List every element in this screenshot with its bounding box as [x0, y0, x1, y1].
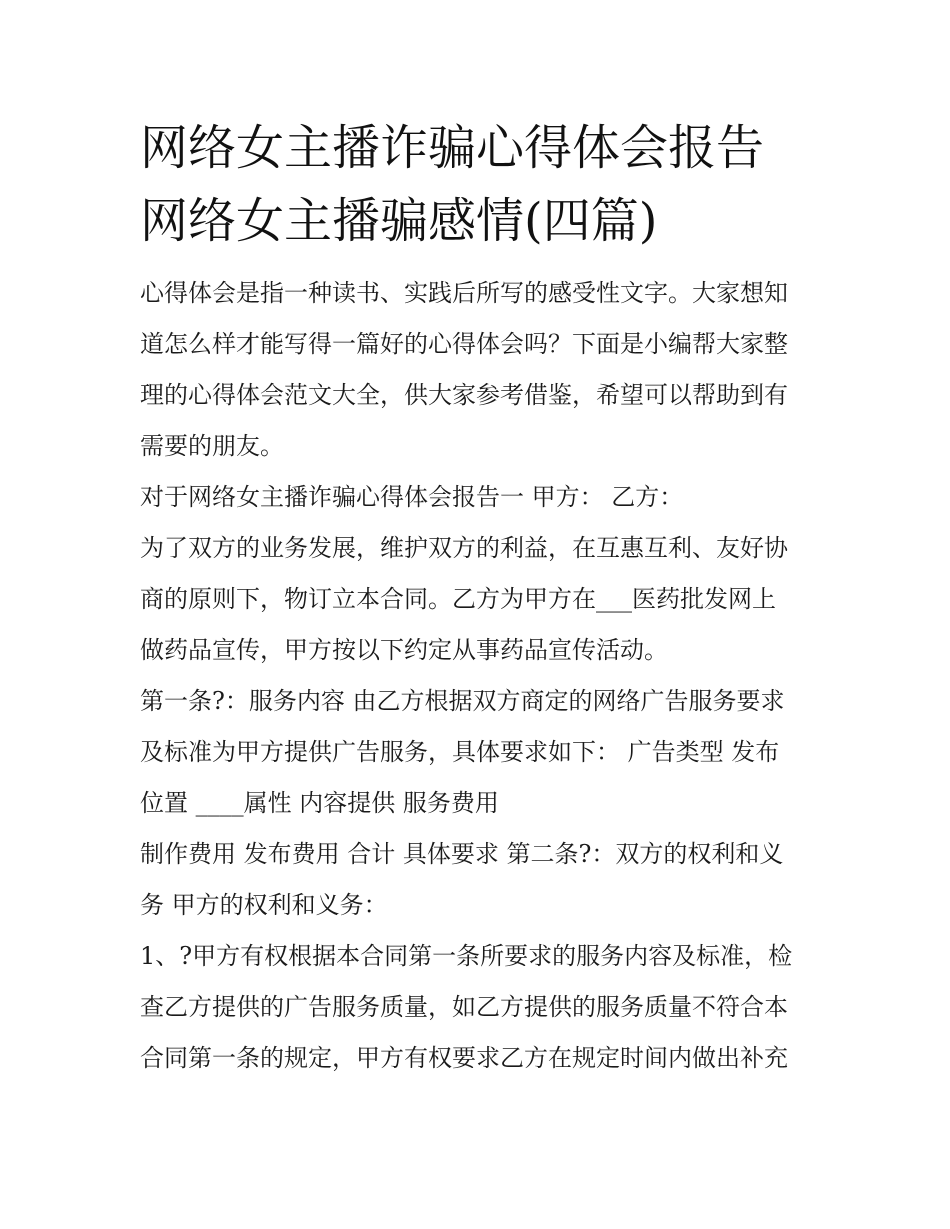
intro-paragraph	[140, 268, 820, 472]
article-one-paragraph	[140, 676, 820, 829]
text-line: 心得体会是指一种读书、实践后所写的感受性文字。大家想知	[140, 279, 788, 307]
text-line: 位置 ____属性 内容提供 服务费用	[140, 789, 499, 817]
text-line: 制作费用 发布费用 合计 具体要求 第二条?：双方的权利和义	[140, 840, 784, 868]
text-line: 理的心得体会范文大全，供大家参考借鉴，希望可以帮助到有	[140, 381, 788, 409]
text-line: 务 甲方的权利和义务：	[140, 891, 388, 919]
title-line: 网络女主播骗感情(四篇)	[140, 193, 658, 249]
text-line: 及标准为甲方提供广告服务，具体要求如下： 广告类型 发布	[140, 738, 780, 766]
text-line: 1、?甲方有权根据本合同第一条所要求的服务内容及标准，检	[140, 942, 793, 970]
text-line: 商的原则下，物订立本合同。乙方为甲方在___医药批发网上	[140, 585, 776, 613]
document-title	[140, 112, 820, 258]
text-line: 查乙方提供的广告服务质量，如乙方提供的服务质量不符合本	[140, 993, 788, 1021]
document-content	[140, 112, 820, 1084]
text-line: 第一条?：服务内容 由乙方根据双方商定的网络广告服务要求	[140, 687, 785, 715]
title-line: 网络女主播诈骗心得体会报告	[140, 120, 765, 176]
clause-one-paragraph	[140, 931, 820, 1084]
contract-preamble-paragraph	[140, 523, 820, 676]
text-line: 合同第一条的规定，甲方有权要求乙方在规定时间内做出补充	[140, 1044, 788, 1072]
fees-paragraph	[140, 829, 820, 931]
text-line: 对于网络女主播诈骗心得体会报告一 甲方： 乙方：	[140, 483, 684, 511]
text-line: 为了双方的业务发展，维护双方的利益，在互惠互利、友好协	[140, 534, 788, 562]
text-line: 道怎么样才能写得一篇好的心得体会吗？下面是小编帮大家整	[140, 330, 788, 358]
text-line: 需要的朋友。	[140, 432, 284, 460]
section-heading-paragraph	[140, 472, 820, 523]
text-line: 做药品宣传，甲方按以下约定从事药品宣传活动。	[140, 636, 668, 664]
